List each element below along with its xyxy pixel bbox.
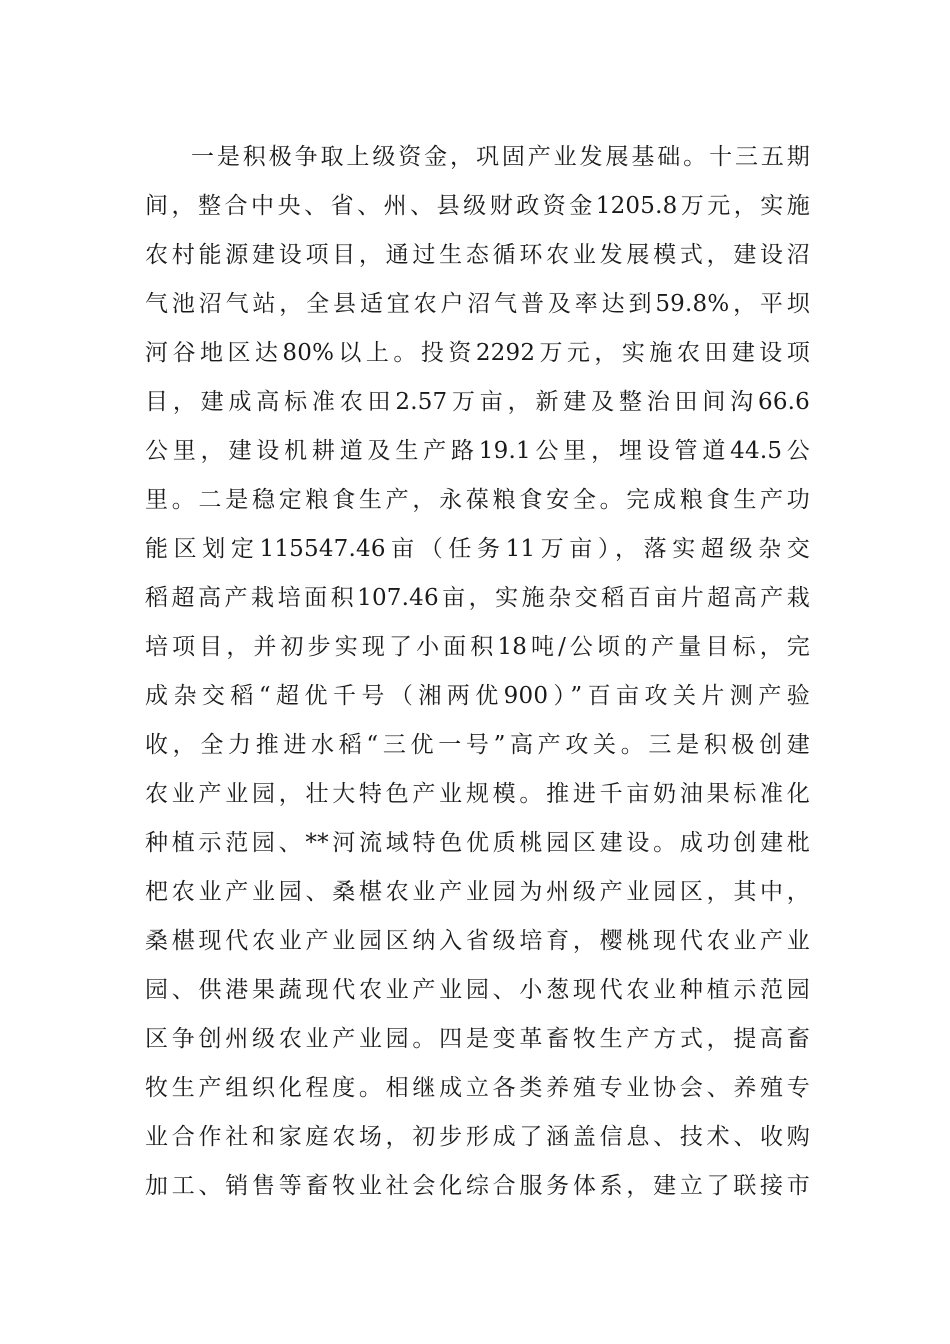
paragraph-line: 业合作社和家庭农场，初步形成了涵盖信息、技术、收购 [145,1124,810,1150]
paragraph-line: 杷农业产业园、桑椹农业产业园为州级产业园区，其中， [145,879,810,905]
paragraph-line: 间，整合中央、省、州、县级财政资金1205.8万元，实施 [145,193,810,219]
paragraph-line: 区争创州级农业产业园。四是变革畜牧生产方式，提高畜 [145,1026,810,1052]
paragraph-line: 河谷地区达80%以上。投资2292万元，实施农田建设项 [145,340,810,366]
paragraph-line: 桑椹现代农业产业园区纳入省级培育，樱桃现代农业产业 [145,928,810,954]
paragraph-line: 公里，建设机耕道及生产路19.1公里，埋设管道44.5公 [145,438,810,464]
paragraph-line: 农业产业园，壮大特色产业规模。推进千亩奶油果标准化 [145,781,810,807]
paragraph-line: 能区划定115547.46亩（任务11万亩），落实超级杂交 [145,536,810,562]
paragraph-line: 稻超高产栽培面积107.46亩，实施杂交稻百亩片超高产栽 [145,585,810,611]
paragraph-line: 里。二是稳定粮食生产，永葆粮食安全。完成粮食生产功 [145,487,810,513]
paragraph-line: 园、供港果蔬现代农业产业园、小葱现代农业种植示范园 [145,977,810,1003]
paragraph-line: 加工、销售等畜牧业社会化综合服务体系，建立了联接市 [145,1173,810,1199]
paragraph-line: 一是积极争取上级资金，巩固产业发展基础。十三五期 [191,144,810,170]
body-paragraph [145,133,810,1211]
paragraph-line: 培项目，并初步实现了小面积18吨/公顷的产量目标，完 [145,634,810,660]
paragraph-line: 种植示范园、**河流域特色优质桃园区建设。成功创建枇 [145,830,810,856]
paragraph-line: 目，建成高标准农田2.57万亩，新建及整治田间沟66.6 [145,389,810,415]
paragraph-line: 成杂交稻“超优千号（湘两优900）”百亩攻关片测产验 [145,683,810,709]
paragraph-line: 气池沼气站，全县适宜农户沼气普及率达到59.8%，平坝 [145,291,810,317]
paragraph-line: 牧生产组织化程度。相继成立各类养殖专业协会、养殖专 [145,1075,810,1101]
paragraph-line: 农村能源建设项目，通过生态循环农业发展模式，建设沼 [145,242,810,268]
paragraph-line: 收，全力推进水稻“三优一号”高产攻关。三是积极创建 [145,732,810,758]
